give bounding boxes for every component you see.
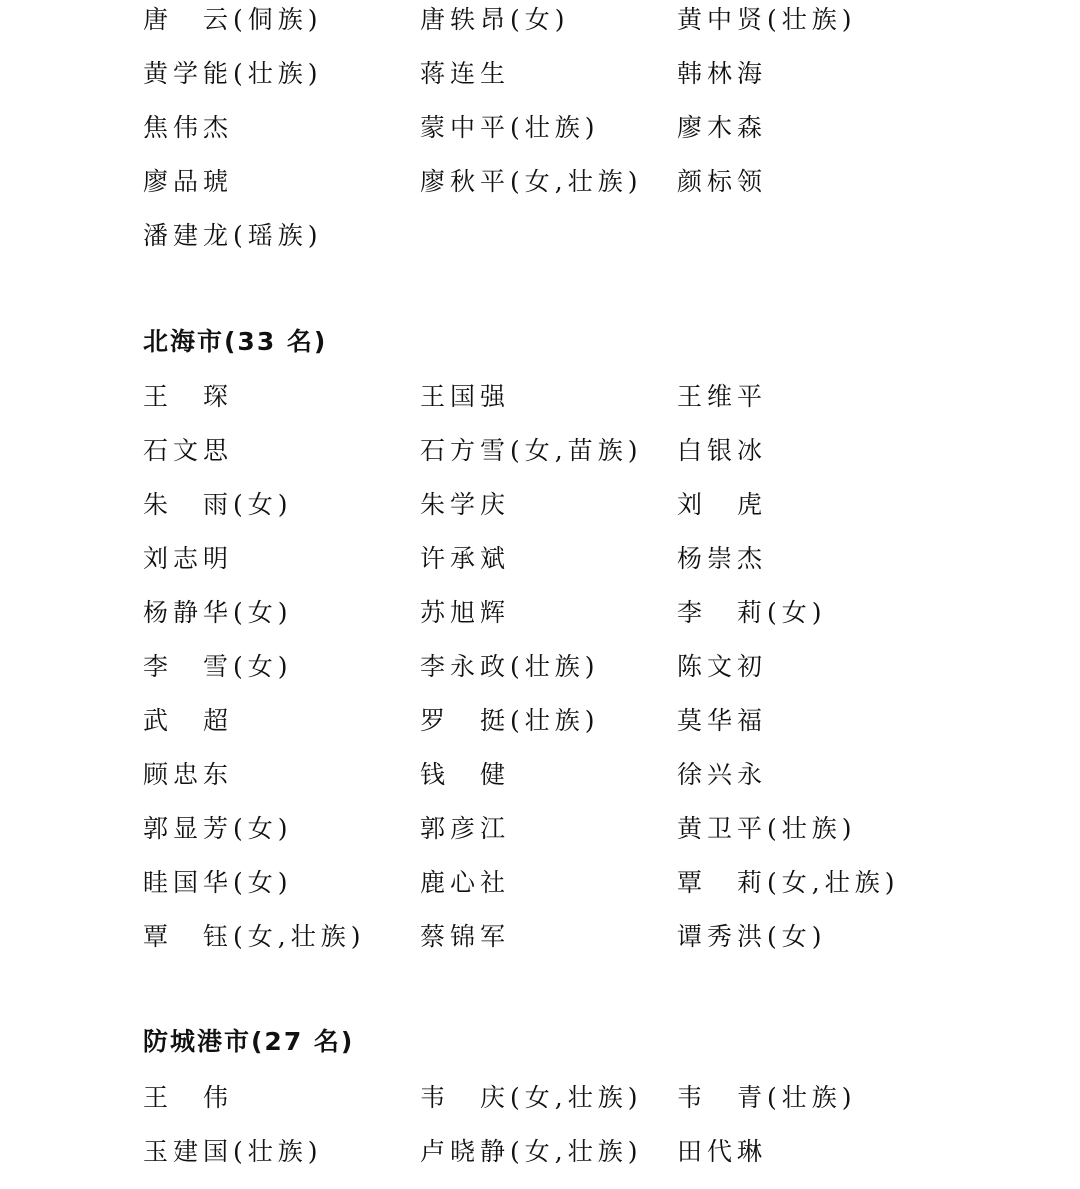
name-entry: 朱学庆 — [420, 490, 511, 519]
name-entry: 李 莉(女) — [677, 598, 827, 627]
name-entry: 石方雪(女,苗族) — [420, 436, 643, 465]
section-heading-beihai: 北海市(33 名) — [143, 327, 328, 356]
name-entry: 王 伟 — [143, 1083, 234, 1112]
name-entry: 唐 云(侗族) — [143, 5, 323, 34]
name-entry: 刘 虎 — [677, 490, 768, 519]
name-entry: 焦伟杰 — [143, 113, 234, 142]
name-entry: 眭国华(女) — [143, 868, 293, 897]
name-entry: 颜标领 — [677, 167, 768, 196]
name-entry: 韩林海 — [677, 59, 768, 88]
name-entry: 朱 雨(女) — [143, 490, 293, 519]
name-entry: 鹿心社 — [420, 868, 511, 897]
name-entry: 黄学能(壮族) — [143, 59, 323, 88]
name-entry: 罗 挺(壮族) — [420, 706, 600, 735]
name-entry: 杨静华(女) — [143, 598, 293, 627]
name-entry: 许承斌 — [420, 544, 511, 573]
name-entry: 顾忠东 — [143, 760, 234, 789]
name-entry: 郭彦江 — [420, 814, 511, 843]
name-entry: 韦 青(壮族) — [677, 1083, 857, 1112]
name-entry: 杨崇杰 — [677, 544, 768, 573]
name-entry: 蒋连生 — [420, 59, 511, 88]
name-entry: 苏旭辉 — [420, 598, 511, 627]
name-entry: 蔡锦军 — [420, 922, 511, 951]
name-list — [143, 1081, 1043, 1189]
name-entry: 郭显芳(女) — [143, 814, 293, 843]
name-entry: 王维平 — [677, 382, 768, 411]
name-entry: 廖秋平(女,壮族) — [420, 167, 643, 196]
name-entry: 廖木森 — [677, 113, 768, 142]
name-entry: 唐轶昂(女) — [420, 5, 570, 34]
name-entry: 潘建龙(瑶族) — [143, 221, 323, 250]
name-entry: 覃 莉(女,壮族) — [677, 868, 900, 897]
name-entry: 莫华福 — [677, 706, 768, 735]
name-entry: 武 超 — [143, 706, 234, 735]
name-entry: 石文思 — [143, 436, 234, 465]
name-entry: 李 雪(女) — [143, 652, 293, 681]
name-entry: 白银冰 — [677, 436, 768, 465]
section-heading-fangchenggang: 防城港市(27 名) — [143, 1027, 355, 1056]
name-entry: 刘志明 — [143, 544, 234, 573]
name-entry: 黄卫平(壮族) — [677, 814, 857, 843]
name-list — [143, 3, 1043, 273]
name-entry: 覃 钰(女,壮族) — [143, 922, 366, 951]
name-entry: 黄中贤(壮族) — [677, 5, 857, 34]
name-entry: 蒙中平(壮族) — [420, 113, 600, 142]
name-entry: 王 琛 — [143, 382, 234, 411]
name-entry: 韦 庆(女,壮族) — [420, 1083, 643, 1112]
name-entry: 谭秀洪(女) — [677, 922, 827, 951]
name-entry: 卢晓静(女,壮族) — [420, 1137, 643, 1166]
name-list — [143, 380, 1043, 974]
name-entry: 钱 健 — [420, 760, 511, 789]
name-entry: 田代琳 — [677, 1137, 768, 1166]
name-entry: 徐兴永 — [677, 760, 768, 789]
name-entry: 廖品琥 — [143, 167, 234, 196]
name-entry: 李永政(壮族) — [420, 652, 600, 681]
name-entry: 王国强 — [420, 382, 511, 411]
name-entry: 玉建国(壮族) — [143, 1137, 323, 1166]
name-entry: 陈文初 — [677, 652, 768, 681]
